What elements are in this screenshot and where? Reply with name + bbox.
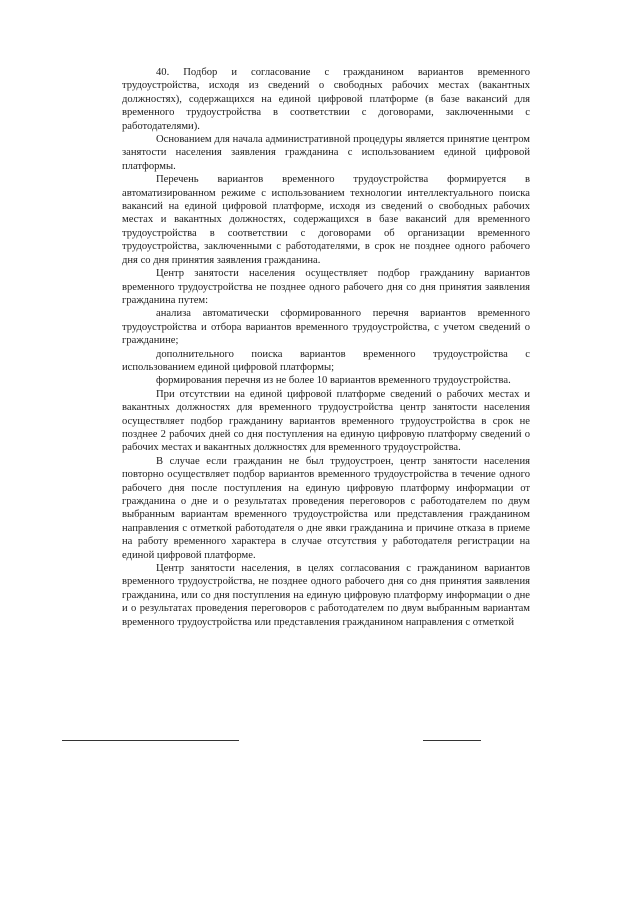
paragraph-repeat-selection: В случае если гражданин не был трудоустроен, центр занятости населения повторно осуществляет подбор вариантов временного трудоустройства в течение одного рабочего дня после поступления на единую цифровую платформу информации от гражданина о дне и о результатах проведения переговоров с работодателем по двум выбранным вариантам временного трудоустройства или представления гражданином направления с отметкой работодателя о дне явки гражданина и причине отказа в приеме на работу временного характера в случае отсутствия у работодателя регистрации на единой цифровой платформе. [122,455,530,561]
paragraph-list-formation: Перечень вариантов временного трудоустройства формируется в автоматизированном режиме с использованием технологии интеллектуального поиска вакансий на единой цифровой платформе, исходя из сведений о свободных рабочих местах и вакантных должностях, содержащихся в базе вакансий для временного трудоустройства в соответствии с договорами об организации временного трудоустройства, заключенными с работодателями, в срок не позднее одного рабочего дня со дня принятия заявления гражданина. [122,174,530,266]
paragraph-agreement: Центр занятости населения, в целях согласования с гражданином вариантов временного трудоустройства, не позднее одного рабочего дня со дня принятия заявления гражданина, или со дня поступления на единую цифровую платформу информации о дне и о результатах проведения переговоров с работодателем по двум выбранным вариантам временного трудоустройства или представления гражданином направления с отметкой [122,563,530,628]
paragraph-item-formation: формирования перечня из не более 10 вариантов временного трудоустройства. [156,375,511,387]
paragraph-40-heading: 40. Подбор и согласование с гражданином вариантов временного трудоустройства, исходя из сведений о свободных рабочих местах (вакантных должностях), содержащихся на единой цифровой платформе (в базе вакансий для временного трудоустройства в соответствии с договорами, заключенными с работодателями). [122,67,530,132]
document-body [122,66,530,629]
signature-line-right [423,740,481,741]
paragraph-selection-intro: Центр занятости населения осуществляет подбор гражданину вариантов временного трудоустройства не позднее одного рабочего дня со дня принятия заявления гражданина путем: [122,268,530,306]
paragraph-item-search: дополнительного поиска вариантов временного трудоустройства с использованием единой цифровой платформы; [122,348,530,373]
paragraph-basis: Основанием для начала административной процедуры является принятие центром занятости населения заявления гражданина с использованием единой цифровой платформы. [122,134,530,172]
paragraph-absence: При отсутствии на единой цифровой платформе сведений о рабочих местах и вакантных должностях для временного трудоустройства центр занятости населения осуществляет подбор гражданину вариантов временного трудоустройства в срок не позднее 2 рабочих дней со дня поступления на единую цифровую платформу сведений о рабочих местах и вакантных должностях для временного трудоустройства. [122,388,530,454]
signature-line-left [62,740,239,741]
paragraph-item-analysis: анализа автоматически сформированного перечня вариантов временного трудоустройства и отбора вариантов временного трудоустройства, с учетом сведений о гражданине; [122,308,530,347]
